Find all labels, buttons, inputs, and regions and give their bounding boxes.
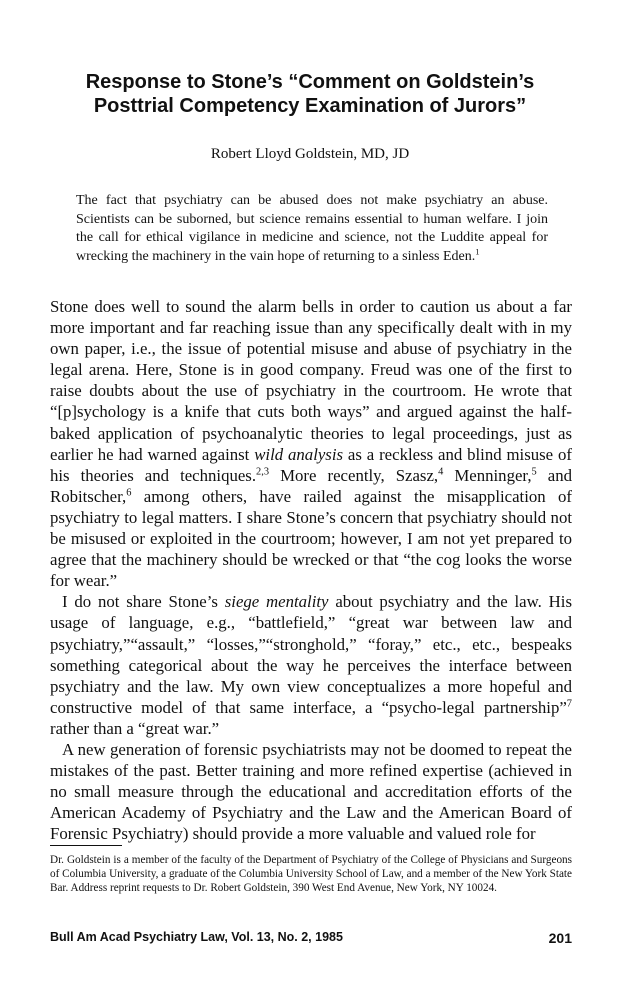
epigraph-citation: 1	[475, 245, 480, 256]
paragraph-1-text-d: Menninger,	[443, 465, 532, 485]
citation-6: 6	[126, 487, 132, 499]
citation-5: 5	[531, 466, 537, 478]
author-footnote: Dr. Goldstein is a member of the faculty of the Department of Psychiatry of the College of Physicians and Surgeons of Columbia University, a graduate of the Columbia University School of Law, and a member of the New York State Bar. Address reprint requests to Dr. Robert Goldstein, 390 West End Avenue, New York, NY 10024.	[50, 854, 572, 895]
paragraph-2	[50, 591, 572, 739]
citation-2-3: 2,3	[256, 466, 270, 478]
title-line-2: Posttrial Competency Examination of Jurors”	[93, 95, 527, 117]
article-body	[50, 296, 572, 844]
paragraph-1	[50, 296, 572, 591]
paragraph-1-text-a: Stone does well to sound the alarm bells in order to caution us about a far more important and far reaching issue than any specifically dealt with in my own paper, i.e., the issue of potential misuse and abuse of psychiatry in the legal arena. Here, Stone is in good company. Freud was one of the first to raise doubts about the use of psychiatry in the courtroom. He wrote that “[p]sychology is a knife that cuts both ways” and argued against the half-baked application of psychoanalytic theories to legal proceedings, just as earlier he had warned against	[50, 297, 572, 464]
paragraph-3: A new generation of forensic psychiatrists may not be doomed to repeat the mistakes of the past. Better training and more refined expertise (achieved in no small measure through the educational and accreditation efforts of the American Academy of Psychiatry and the Law and the American Board of Forensic Psychiatry) should provide a more valuable and valued role for	[50, 739, 572, 844]
citation-7: 7	[566, 698, 572, 710]
article-title	[40, 70, 580, 118]
paragraph-1-text-b: as a reckless and blind misuse of his theories and techniques.	[50, 444, 572, 485]
title-line-1: Response to Stone’s “Comment on Goldstein’s	[85, 71, 535, 93]
paragraph-1-text-f: among others, have railed against the misapplication of psychiatry to legal matters. I share Stone’s concern that psychiatry should not be misused or exploited in the courtroom; however, I am not yet prepared to agree that the machinery should be wrecked or that “the cog looks the worse for wear.”	[50, 486, 572, 591]
journal-citation: Bull Am Acad Psychiatry Law, Vol. 13, No. 2, 1985	[50, 930, 343, 944]
author-byline: Robert Lloyd Goldstein, MD, JD	[210, 146, 410, 162]
paragraph-1-emphasis: wild analysis	[254, 444, 344, 464]
paragraph-2-emphasis: siege mentality	[224, 592, 329, 612]
citation-4: 4	[438, 466, 444, 478]
footnote-divider	[50, 845, 122, 846]
page-footer	[50, 930, 572, 944]
page-number: 201	[548, 930, 572, 946]
paragraph-1-text-e: and Robitscher,	[50, 465, 572, 506]
paragraph-1-text-c: More recently, Szasz,	[269, 465, 439, 485]
paragraph-2-text-a: I do not share Stone’s	[62, 592, 225, 612]
epigraph-text: The fact that psychiatry can be abused does not make psychiatry an abuse. Scientists can be suborned, but science remains essential to human welfare. I join the call for ethical vigilance in medicine and science, not the Luddite appeal for wrecking the machinery in the vain hope of returning to a sinless Eden.	[76, 193, 548, 264]
paragraph-2-text-c: rather than a “great war.”	[50, 718, 220, 738]
epigraph-quote	[76, 192, 548, 266]
paragraph-2-text-b: about psychiatry and the law. His usage of language, e.g., “battlefield,” “great war between law and psychiatry,”“assault,” “losses,”“stronghold,” “foray,” etc., etc., bespeaks something categorical about the way he perceives the interface between psychiatry and the law. My own view conceptualizes a more hopeful and constructive model of that same interface, a “psycho-legal partnership”	[50, 592, 572, 717]
